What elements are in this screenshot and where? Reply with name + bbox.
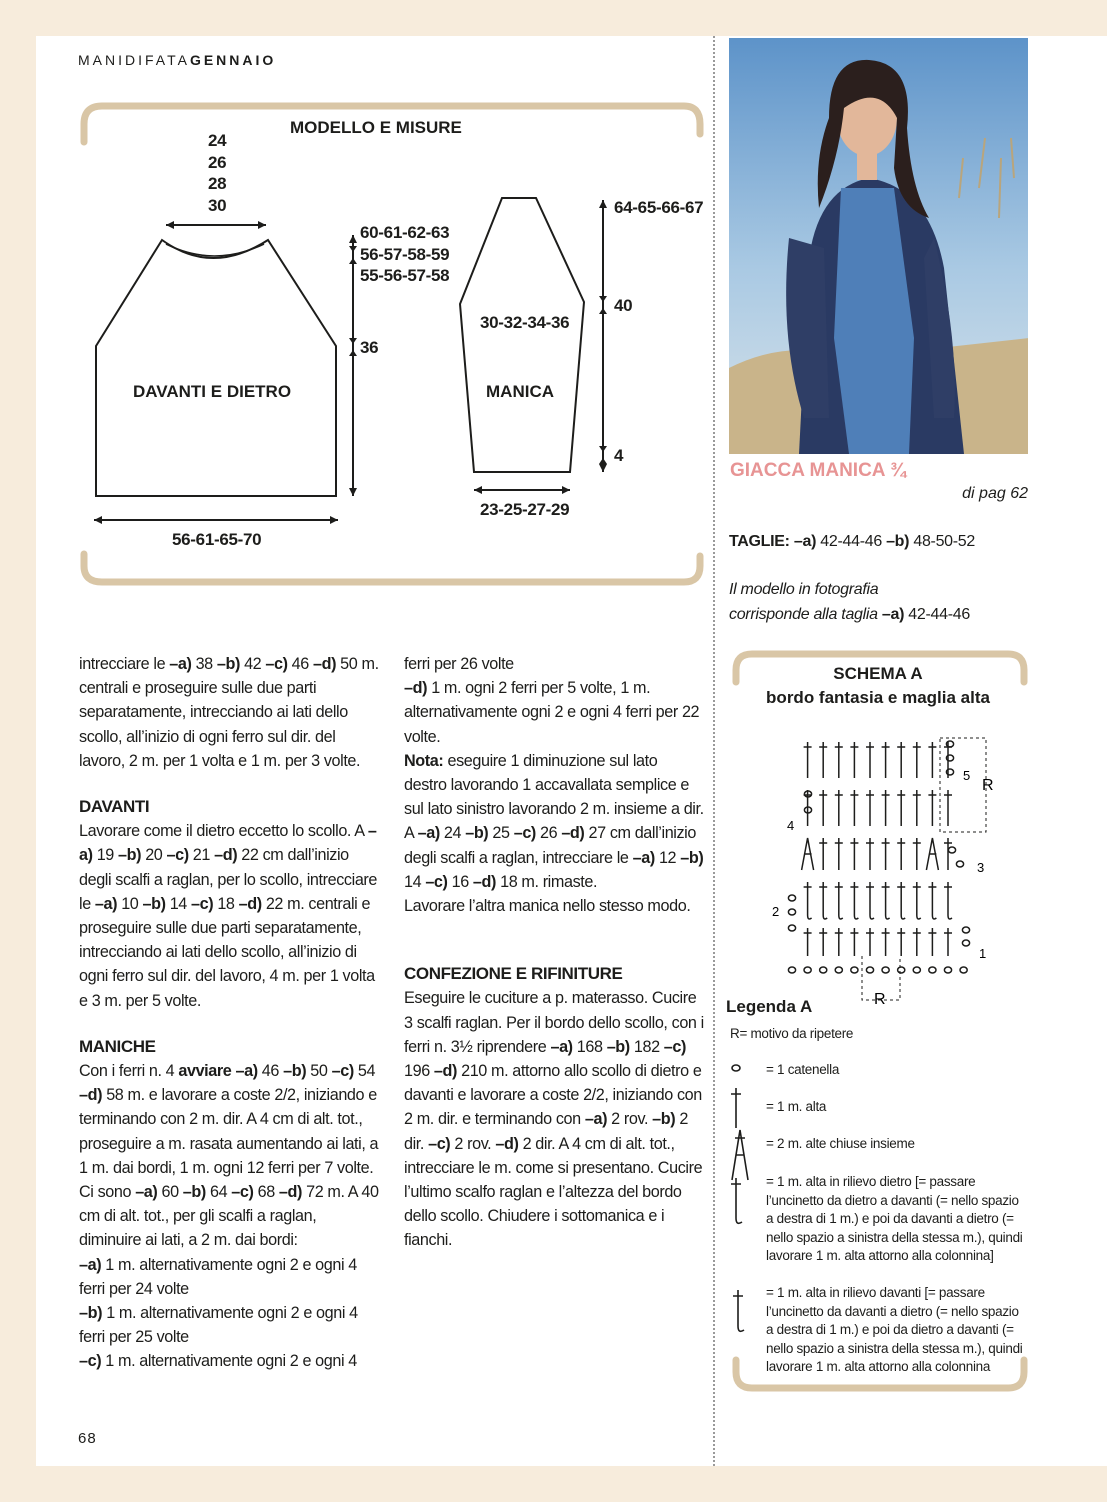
row-label-3: 3 [977, 860, 985, 875]
dc-stitch [913, 882, 921, 915]
neck-width-0: 24 [208, 131, 227, 150]
dc-symbol [731, 1088, 741, 1128]
dc2tog-symbol [732, 1130, 748, 1180]
dc-stitch [850, 742, 858, 778]
chain-stitch [882, 967, 889, 973]
repeat-box-top [940, 738, 986, 832]
col1-size-c: –c) 1 m. alternativamente ogni 2 e ogni 4 [79, 1352, 357, 1371]
pattern-title: GIACCA MANICA ¾ [730, 460, 906, 481]
dc-stitch [913, 838, 921, 870]
dc-stitch [928, 742, 936, 778]
dc-stitch [928, 882, 936, 915]
column-divider [713, 36, 715, 1466]
dc-stitch [819, 790, 827, 826]
sleeve-mid-length: 40 [614, 296, 633, 315]
dc-stitch [944, 882, 952, 915]
heading-confezione: CONFEZIONE E RIFINITURE [404, 964, 623, 984]
body-width-value: 56-61-65-70 [172, 530, 262, 549]
schema-title: SCHEMA A [833, 664, 923, 683]
photo-note-2 [729, 606, 970, 624]
body-piece-label: DAVANTI E DIETRO [133, 382, 292, 401]
body-piece-outline [96, 240, 336, 496]
dc-stitch [944, 790, 952, 826]
row-label-2: 2 [772, 904, 780, 919]
dc-stitch [882, 838, 890, 870]
dc-stitch [835, 742, 843, 778]
neck-width-1: 26 [208, 152, 227, 172]
chain-stitch [962, 940, 969, 946]
page-reference: di pag 62 [962, 485, 1028, 502]
chain-stitch [956, 861, 963, 867]
post-stitch-hook [839, 915, 843, 919]
dc-stitch [882, 928, 890, 956]
col1-size-a: –a) 1 m. alternativamente ogni 2 e ogni 4 ferri per 24 volte [79, 1255, 357, 1298]
dc-stitch [897, 742, 905, 778]
running-header [78, 52, 276, 68]
neck-width-values [208, 130, 226, 216]
dc-stitch [866, 790, 874, 826]
dc-stitch [882, 882, 890, 915]
sizes-b-key: –b) [886, 533, 910, 550]
sizes-a: 42-44-46 [820, 533, 882, 550]
fpdc-symbol [733, 1290, 744, 1331]
sizes-b: 48-50-52 [913, 533, 975, 550]
header-brand: MANIDIFATA [78, 52, 190, 68]
chain-stitch [962, 927, 969, 933]
legend-item-chain: = 1 catenella [766, 1062, 840, 1077]
dc-stitch [866, 928, 874, 956]
legend-item-dc2tog: = 2 m. alte chiuse insieme [766, 1136, 915, 1151]
sizes-label: TAGLIE: [729, 533, 790, 550]
row-label-1: 1 [979, 946, 987, 961]
post-stitch-hook [870, 915, 874, 919]
body-height-1: 56-57-58-59 [360, 244, 450, 264]
dc-stitch [819, 882, 827, 915]
photo-illustration [729, 38, 1028, 454]
arrow-heads [94, 200, 607, 524]
sizes-a-key: –a) [793, 533, 817, 550]
dc-stitch [850, 838, 858, 870]
post-stitch-hook [854, 915, 858, 919]
body-total-height-values [360, 222, 449, 287]
schematic-diagram [78, 100, 708, 590]
chain-stitch [948, 847, 955, 853]
page-number: 68 [78, 1430, 97, 1447]
sleeve-bottom-width: 23-25-27-29 [480, 500, 570, 519]
sleeve-total-length: 64-65-66-67 [614, 198, 704, 217]
dc-stitch [897, 790, 905, 826]
dc-stitch [913, 790, 921, 826]
sleeve-piece-outline [460, 198, 584, 472]
chain-stitch [960, 967, 967, 973]
legend-title: Legenda A [726, 997, 813, 1016]
photo-note-size: 42-44-46 [908, 606, 970, 623]
text-column-2 [404, 652, 704, 1253]
sleeve-cuff-length: 4 [614, 446, 624, 465]
dc-stitch [819, 742, 827, 778]
dc-stitch [944, 928, 952, 956]
body-height-2: 55-56-57-58 [360, 266, 450, 285]
photo-note-text: corrisponde alla taglia [729, 606, 878, 623]
chain-stitch [804, 967, 811, 973]
neck-width-2: 28 [208, 174, 227, 193]
photo-note-1: Il modello in fotografia [729, 581, 879, 598]
chain-stitch [788, 895, 795, 901]
dc-stitch [882, 790, 890, 826]
neckline-inner [166, 244, 264, 256]
diagram-title: MODELLO E MISURE [290, 118, 462, 137]
post-stitch-hook [932, 915, 936, 919]
dc-stitch [804, 742, 812, 778]
post-stitch-hook [917, 915, 921, 919]
legend-item-fpdc: = 1 m. alta in rilievo davanti [= passare l’uncinetto da davanti a dietro (= nello spazio a destra di 1 m.) e poi da dietro a davanti (= nello spazio a sinistra della stessa m.), quindi lavorare 1 m. alta attorno alla colonnina [766, 1285, 1023, 1374]
dc-stitch [850, 928, 858, 956]
row-label-4: 4 [787, 818, 795, 833]
text-column-1 [79, 652, 379, 1374]
dc-stitch [913, 742, 921, 778]
col2-note: Nota: eseguire 1 diminuzione sul lato destro lavorando 1 accavallata semplice e sul lato sinistro lavorando 2 m. insieme a dir. [404, 751, 704, 819]
frame-bottom [84, 554, 700, 582]
frame-brackets [84, 106, 700, 582]
row-label-5: 5 [963, 768, 971, 783]
dc-stitch [866, 882, 874, 915]
post-stitch-hook [886, 915, 890, 919]
post-stitch-hook [901, 915, 905, 919]
dc2tog-stitch [802, 838, 814, 870]
photo-note-key: –a) [881, 606, 905, 623]
chain-stitch [851, 967, 858, 973]
legend-item-dc: = 1 m. alta [766, 1099, 827, 1114]
chain-stitch [929, 967, 936, 973]
heading-davanti: DAVANTI [79, 797, 150, 817]
dc-stitch [944, 838, 952, 870]
dc-stitch [866, 838, 874, 870]
col2-paragraph-1: ferri per 26 volte [404, 655, 514, 673]
post-stitch-hook [948, 915, 952, 919]
dc-stitch [866, 742, 874, 778]
col1-paragraph-1: intrecciare le –a) 38 –b) 42 –c) 46 –d) 50 m. centrali e proseguire sulle due parti separatamente, intrecciando ai lati dello scollo, all’inizio di ogni ferro sul dir. del lavoro, 2 m. per 1 volta e 1 m. per 3 volte. [79, 655, 379, 770]
chain-stitch [788, 909, 795, 915]
dc-stitch [850, 882, 858, 915]
legend-repeat-note: R= motivo da ripetere [730, 1026, 854, 1041]
schema-subtitle: bordo fantasia e maglia alta [766, 688, 990, 707]
col2-paragraph-5: Lavorare l’altra manica nello stesso modo. [404, 897, 691, 916]
dc-stitch [819, 838, 827, 870]
bpdc-symbol [731, 1178, 742, 1223]
post-stitch-hook [808, 915, 812, 919]
dc-stitch [897, 882, 905, 915]
chain-stitch [898, 967, 905, 973]
body-lower-height: 36 [360, 338, 379, 357]
body-height-0: 60-61-62-63 [360, 223, 450, 242]
dc-stitch [835, 838, 843, 870]
col1-size-b: –b) 1 m. alternativamente ogni 2 e ogni 4 ferri per 25 volte [79, 1304, 358, 1347]
dc2tog-stitch [926, 838, 938, 870]
dc-stitch [804, 928, 812, 956]
dc-stitch [835, 882, 843, 915]
dc-stitch [804, 882, 812, 915]
crochet-chart [760, 730, 1010, 1010]
legend-item-bpdc: = 1 m. alta in rilievo dietro [= passare l’uncinetto da dietro a davanti (= nello spazio a destra di 1 m.) e poi da davanti a dietro (= nello spazio a sinistra della stessa m.), quindi lavorare 1 m. alta attorno alla colonnina] [766, 1174, 1023, 1263]
chain-stitch [944, 967, 951, 973]
post-stitch-hook [823, 915, 827, 919]
dc-stitch [897, 928, 905, 956]
repeat-label-bottom: R [874, 991, 886, 1008]
chain-stitch [866, 967, 873, 973]
dc-stitch [819, 928, 827, 956]
chain-stitch [913, 967, 920, 973]
dc-stitch [928, 928, 936, 956]
header-month: GENNAIO [189, 52, 277, 68]
col2-paragraph-4: A –a) 24 –b) 25 –c) 26 –d) 27 cm dall’inizio degli scalfi a raglan, intrecciare le –a) 12 –b) 14 –c) 16 –d) 18 m. rimaste. [404, 824, 704, 891]
col1-paragraph-3: Con i ferri n. 4 avviare –a) 46 –b) 50 –c) 54 –d) 58 m. e lavorare a coste 2/2, iniziando e terminando con 2 m. dir. A 4 cm di alt. tot., proseguire a m. rasata aumentando ai lati, a 1 m. dai bordi, 1 m. ogni 12 ferri per 7 volte. Ci sono –a) 60 –b) 64 –c) 68 –d) 72 m. A 40 cm di alt. tot., per gli scalfi a raglan, diminuire ai lati, a 2 m. dai bordi: [79, 1062, 379, 1250]
heading-maniche: MANICHE [79, 1036, 156, 1056]
model-photo [729, 38, 1028, 454]
sizes-line [729, 533, 975, 551]
chain-symbol [732, 1065, 740, 1071]
dc-stitch [882, 742, 890, 778]
neck-width-3: 30 [208, 195, 227, 215]
col2-paragraph-2: –d) 1 m. ogni 2 ferri per 5 volte, 1 m. alternativamente ogni 2 e ogni 4 ferri per 22 volte. [404, 679, 700, 746]
dc-stitch [928, 790, 936, 826]
col2-paragraph-6: Eseguire le cuciture a p. materasso. Cucire 3 scalfi raglan. Per il bordo dello scollo, con i ferri n. 3½ riprendere –a) 168 –b) 182 –c) 196 –d) 210 m. attorno allo scollo di dietro e davanti e lavorare a coste 2/2, iniziando con 2 m. dir. e terminando con –a) 2 rov. –b) 2 dir. –c) 2 rov. –d) 2 dir. A 4 cm di alt. tot., intrecciare le m. come si presentano. Cucire l’ultimo scalfo raglan e l’altezza del bordo dello scollo. Chiudere i sottomanica e i fianchi. [404, 989, 704, 1250]
dc-stitch [835, 790, 843, 826]
chain-stitch [788, 967, 795, 973]
sleeve-piece-label: MANICA [486, 382, 554, 401]
chain-stitch [835, 967, 842, 973]
dc-stitch [850, 790, 858, 826]
dc-stitch [835, 928, 843, 956]
legend-symbols [726, 1058, 766, 1358]
sleeve-top-width: 30-32-34-36 [480, 313, 570, 332]
dc-stitch [897, 838, 905, 870]
repeat-label-top: R [982, 777, 994, 794]
chain-stitch [788, 925, 795, 931]
col1-paragraph-2: Lavorare come il dietro eccetto lo scollo. A –a) 19 –b) 20 –c) 21 –d) 22 cm dall’inizio degli scalfi a raglan, per lo scollo, intrecciare le –a) 10 –b) 14 –c) 18 –d) 22 m. centrali e proseguire sulle due parti separatamente, intrecciando ai lati dello scollo, all’inizio di ogni ferro sul dir. del lavoro, 4 m. per 1 volta e 3 m. per 5 volte. [79, 822, 378, 1010]
chain-stitch [820, 967, 827, 973]
dc-stitch [913, 928, 921, 956]
